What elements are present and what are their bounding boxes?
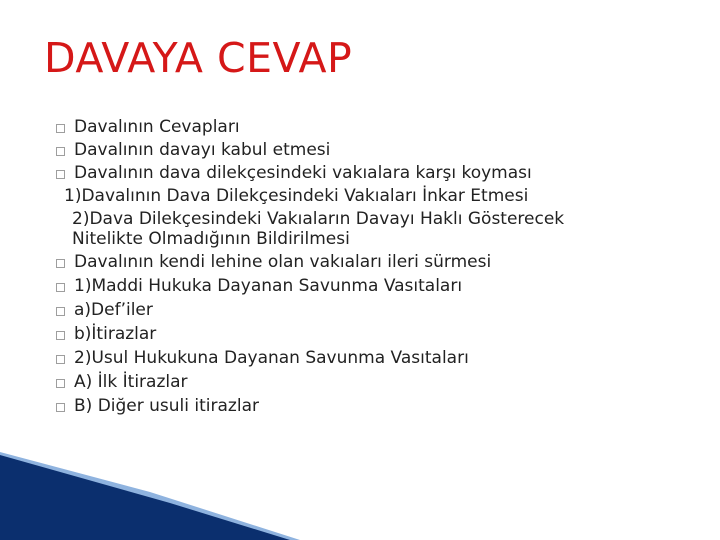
list-item: Nitelikte Olmadığının Bildirilmesi (72, 229, 350, 249)
list-item: A) İlk İtirazlar (74, 372, 188, 392)
list-item: a)Def’iler (74, 300, 153, 320)
list-item: B) Diğer usuli itirazlar (74, 396, 259, 416)
swoosh-dark-band (0, 455, 290, 540)
list-item: 2)Dava Dilekçesindeki Vakıaların Davayı Haklı Gösterecek (72, 209, 565, 229)
list-item: Davalının dava dilekçesindeki vakıalara karşı koyması (74, 163, 532, 183)
slide-title: DAVAYA CEVAP (44, 34, 353, 82)
list-item: 1)Maddi Hukuka Dayanan Savunma Vasıtaları (74, 276, 463, 296)
list-item: 1)Davalının Dava Dilekçesindeki Vakıaları İnkar Etmesi (64, 186, 529, 206)
list-item: Davalının Cevapları (74, 117, 240, 137)
list-item: Davalının kendi lehine olan vakıaları ileri sürmesi (74, 252, 492, 272)
list-item: Davalının davayı kabul etmesi (74, 140, 331, 160)
list-item: 2)Usul Hukukuna Dayanan Savunma Vasıtaları (74, 348, 469, 368)
list-item: b)İtirazlar (74, 324, 157, 344)
